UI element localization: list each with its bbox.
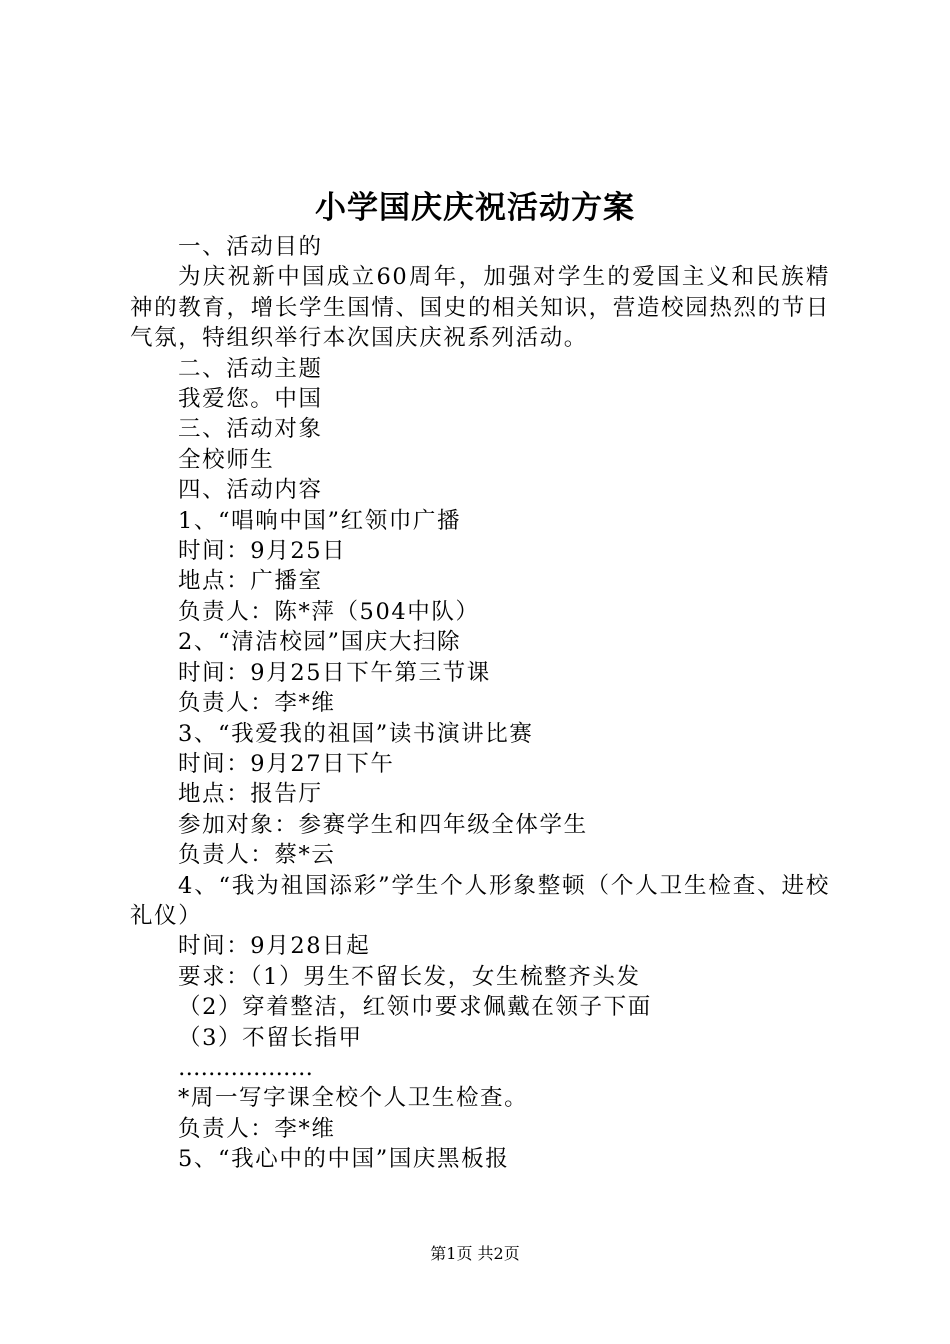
- section-heading-content: 四、活动内容: [178, 477, 323, 504]
- activity-4-requirement-2: （2）穿着整洁，红领巾要求佩戴在领子下面: [178, 994, 652, 1021]
- activity-4-requirement-3: （3）不留长指甲: [178, 1024, 363, 1051]
- activity-1-owner: 负责人：陈*萍（504中队）: [178, 598, 480, 625]
- activity-1-title: 1、“唱响中国”红领巾广播: [178, 507, 462, 534]
- activity-4-note: *周一写字课全校个人卫生检查。: [178, 1085, 529, 1112]
- section-heading-purpose: 一、活动目的: [178, 234, 323, 260]
- activity-3-owner: 负责人：蔡*云: [178, 842, 336, 869]
- activity-2-owner: 负责人：李*维: [178, 690, 336, 717]
- activity-3-participants: 参加对象：参赛学生和四年级全体学生: [178, 811, 588, 838]
- theme-text: 我爱您。中国: [178, 386, 323, 413]
- activity-3-time: 时间：9月27日下午: [178, 750, 395, 777]
- activity-4-requirement-1: 要求：（1）男生不留长发，女生梳整齐头发: [178, 963, 641, 990]
- activity-2-time: 时间：9月25日下午第三节课: [178, 659, 491, 686]
- activity-4-owner: 负责人：李*维: [178, 1115, 336, 1142]
- activity-1-time: 时间：9月25日: [178, 538, 347, 565]
- section-heading-audience: 三、活动对象: [178, 416, 323, 443]
- activity-4-time: 时间：9月28日起: [178, 933, 371, 960]
- activity-2-title: 2、“清洁校园”国庆大扫除: [178, 629, 462, 656]
- activity-1-location: 地点：广播室: [178, 568, 323, 595]
- section-heading-theme: 二、活动主题: [178, 355, 323, 382]
- activity-3-title: 3、“我爱我的祖国”读书演讲比赛: [178, 720, 534, 747]
- activity-3-location: 地点：报告厅: [178, 781, 323, 808]
- activity-4-title: 4、“我为祖国添彩”学生个人形象整顿（个人卫生检查、进校礼仪）: [130, 872, 830, 929]
- page-footer: 第1页 共2页: [430, 1244, 520, 1263]
- audience-text: 全校师生: [178, 446, 275, 473]
- ellipsis-line: ………………: [178, 1054, 313, 1081]
- document-body: [130, 232, 830, 1175]
- document-title: 小学国庆庆祝活动方案: [315, 190, 635, 226]
- purpose-paragraph: 为庆祝新中国成立60周年，加强对学生的爱国主义和民族精神的教育，增长学生国情、国史的相关知识，营造校园热烈的节日气氛，特组织举行本次国庆庆祝系列活动。: [130, 264, 830, 352]
- activity-5-title: 5、“我心中的中国”国庆黑板报: [178, 1146, 510, 1173]
